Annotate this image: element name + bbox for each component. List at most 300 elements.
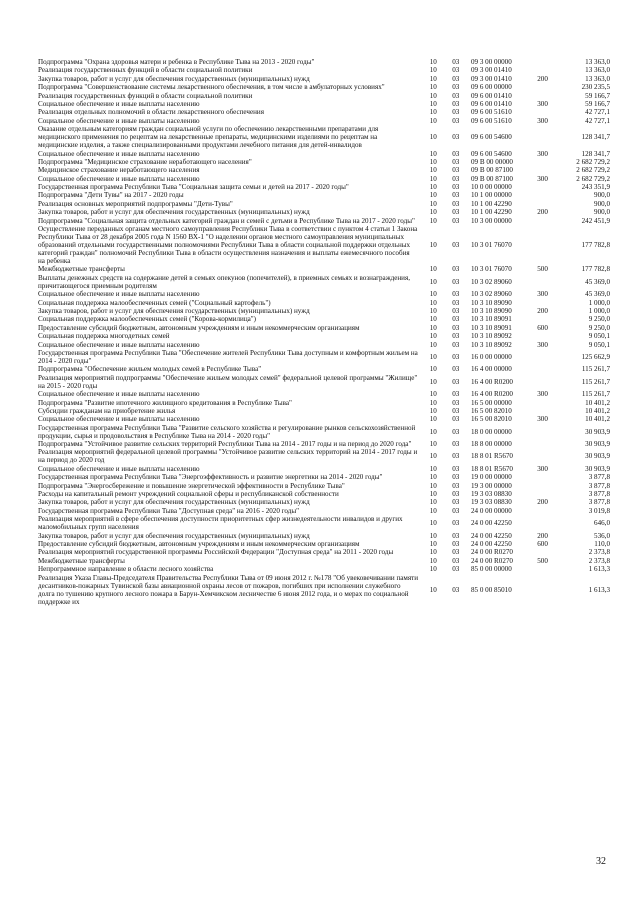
row-section: 10 — [429, 490, 437, 499]
row-section: 10 — [429, 306, 437, 315]
row-name: Межбюджетные трансферты — [38, 265, 125, 274]
table-row — [38, 117, 610, 125]
row-section: 10 — [429, 74, 437, 83]
row-subsection: 03 — [452, 377, 460, 386]
row-name: Социальное обеспечение и иные выплаты населению — [38, 99, 200, 108]
row-expense-type: 300 — [537, 415, 548, 424]
row-subsection: 03 — [452, 427, 460, 436]
row-name: Предоставление субсидий бюджетным, автономным учреждениям и иным некоммерческим организациям — [38, 323, 360, 332]
row-name: Социальная поддержка малообеспеченных семей ("Корова-кормилица") — [38, 315, 257, 324]
row-expense-type: 600 — [537, 323, 548, 332]
row-subsection: 03 — [452, 398, 460, 407]
row-amount: 900,0 — [594, 191, 610, 200]
row-target-article: 09 6 00 54600 — [470, 133, 512, 142]
row-name: Непрограммное направление в области лесного хозяйства — [38, 565, 214, 574]
table-row — [38, 290, 610, 298]
row-amount: 45 369,0 — [585, 277, 610, 286]
row-name: Закупка товаров, работ и услуг для обеспечения государственных (муниципальных) нужд — [38, 208, 310, 217]
row-section: 10 — [429, 174, 437, 183]
row-target-article: 10 3 10 89090 — [470, 298, 512, 307]
row-target-article: 85 0 00 85010 — [470, 585, 512, 594]
table-row — [38, 274, 610, 290]
row-amount: 900,0 — [594, 199, 610, 208]
table-row — [38, 574, 610, 606]
row-subsection: 03 — [452, 66, 460, 75]
row-expense-type: 500 — [537, 265, 548, 274]
row-name: Закупка товаров, работ и услуг для обеспечения государственных (муниципальных) нужд — [38, 74, 310, 83]
row-target-article: 09 6 00 51610 — [470, 116, 512, 125]
row-section: 10 — [429, 565, 437, 574]
table-row — [38, 515, 610, 531]
row-amount: 115 261,7 — [581, 377, 610, 386]
row-section: 10 — [429, 58, 437, 66]
row-target-article: 10 3 10 89092 — [470, 332, 512, 341]
row-expense-type: 200 — [537, 531, 548, 540]
table-row — [38, 66, 610, 74]
row-target-article: 10 3 02 89060 — [470, 277, 512, 286]
table-row — [38, 108, 610, 116]
row-name: Реализация мероприятий в сфере обеспечения доступности приоритетных сфер жизнедеятельности инвалидов и других маломобильных групп населения — [38, 515, 403, 532]
row-subsection: 03 — [452, 83, 460, 92]
row-name: Подпрограмма "Социальная защита отдельных категорий граждан и семей с детьми в Республике Тыва на 2017 - 2020 годы" — [38, 216, 415, 225]
row-target-article: 24 0 00 R0270 — [470, 548, 513, 557]
row-section: 10 — [429, 377, 437, 386]
table-row — [38, 465, 610, 473]
row-name: Подпрограмма "Совершенствование системы лекарственного обеспечения, в том числе в амбулаторных условиях" — [38, 83, 385, 92]
row-name: Подпрограмма "Медицинское страхование неработающего населения" — [38, 157, 252, 166]
row-subsection: 03 — [452, 340, 460, 349]
row-section: 10 — [429, 539, 437, 548]
row-amount: 3 877,8 — [588, 490, 610, 499]
row-target-article: 10 1 00 42290 — [470, 208, 512, 217]
row-name: Подпрограмма "Энергосбережение и повышение энергетической эффективности в Республике Тыва" — [38, 481, 345, 490]
row-section: 10 — [429, 415, 437, 424]
row-section: 10 — [429, 498, 437, 507]
row-subsection: 03 — [452, 556, 460, 565]
row-subsection: 03 — [452, 99, 460, 108]
row-subsection: 03 — [452, 406, 460, 415]
row-amount: 110,0 — [594, 539, 610, 548]
row-name: Закупка товаров, работ и услуг для обеспечения государственных (муниципальных) нужд — [38, 498, 310, 507]
row-target-article: 18 0 00 00000 — [470, 427, 512, 436]
table-row — [38, 125, 610, 149]
row-target-article: 16 5 00 82010 — [470, 406, 512, 415]
row-target-article: 09 В 00 87100 — [470, 166, 513, 175]
row-target-article: 10 3 10 89091 — [470, 315, 512, 324]
row-section: 10 — [429, 116, 437, 125]
row-subsection: 03 — [452, 306, 460, 315]
row-name: Межбюджетные трансферты — [38, 556, 125, 565]
row-target-article: 09 В 00 87100 — [470, 174, 513, 183]
row-expense-type: 200 — [537, 74, 548, 83]
row-target-article: 18 8 01 R5670 — [470, 464, 513, 473]
row-name: Реализация государственных функций в области социальной политики — [38, 66, 253, 75]
row-target-article: 19 0 00 00000 — [470, 473, 512, 482]
table-row — [38, 100, 610, 108]
row-amount: 10 401,2 — [585, 398, 610, 407]
row-target-article: 10 3 00 00000 — [470, 216, 512, 225]
row-name: Реализация мероприятий государственной программы Российской Федерации "Доступная среда" на 2011 - 2020 годы — [38, 548, 394, 557]
row-amount: 59 166,7 — [585, 91, 610, 100]
row-expense-type — [528, 548, 557, 556]
row-section: 10 — [429, 108, 437, 117]
row-amount: 13 363,0 — [585, 66, 610, 75]
table-row — [38, 424, 610, 440]
row-target-article: 10 3 10 89090 — [470, 306, 512, 315]
row-expense-type — [528, 349, 557, 365]
row-section: 10 — [429, 406, 437, 415]
row-expense-type: 300 — [537, 290, 548, 299]
row-subsection: 03 — [452, 440, 460, 449]
row-expense-type — [528, 407, 557, 415]
row-name: Расходы на капитальный ремонт учреждений социальной сферы и республиканской собственности — [38, 490, 339, 499]
row-section: 10 — [429, 531, 437, 540]
row-subsection: 03 — [452, 332, 460, 341]
row-expense-type — [528, 92, 557, 100]
row-subsection: 03 — [452, 216, 460, 225]
row-name: Реализация государственных функций в области социальной политики — [38, 91, 253, 100]
row-subsection: 03 — [452, 464, 460, 473]
row-target-article: 16 5 00 00000 — [470, 398, 512, 407]
row-amount: 9 050,1 — [588, 332, 610, 341]
row-target-article: 19 3 03 08830 — [470, 498, 512, 507]
row-name: Государственная программа Республики Тыва "Доступная среда" на 2016 - 2020 годы" — [38, 506, 300, 515]
row-target-article: 10 0 00 00000 — [470, 183, 512, 192]
row-section: 10 — [429, 398, 437, 407]
row-amount: 42 727,1 — [585, 116, 610, 125]
row-name: Социальное обеспечение и иные выплаты населению — [38, 340, 200, 349]
row-section: 10 — [429, 352, 437, 361]
table-row — [38, 324, 610, 332]
row-target-article: 10 1 00 42290 — [470, 199, 512, 208]
row-name: Закупка товаров, работ и услуг для обеспечения государственных (муниципальных) нужд — [38, 531, 310, 540]
row-amount: 1 000,0 — [588, 306, 610, 315]
row-name: Социальное обеспечение и иные выплаты населению — [38, 149, 200, 158]
table-row — [38, 365, 610, 373]
row-section: 10 — [429, 464, 437, 473]
row-amount: 2 682 729,2 — [576, 174, 610, 183]
row-expense-type — [528, 365, 557, 373]
table-row — [38, 332, 610, 340]
row-name: Субсидии гражданам на приобретение жилья — [38, 406, 176, 415]
table-row — [38, 315, 610, 323]
row-section: 10 — [429, 216, 437, 225]
table-row — [38, 175, 610, 183]
row-section: 10 — [429, 290, 437, 299]
row-target-article: 16 5 00 82010 — [470, 415, 512, 424]
row-subsection: 03 — [452, 415, 460, 424]
row-expense-type: 300 — [537, 99, 548, 108]
row-subsection: 03 — [452, 352, 460, 361]
row-section: 10 — [429, 332, 437, 341]
row-amount: 2 682 729,2 — [576, 166, 610, 175]
row-expense-type: 300 — [537, 116, 548, 125]
row-name: Реализация основных мероприятий подпрограммы "Дети-Тувы" — [38, 199, 233, 208]
row-section: 10 — [429, 83, 437, 92]
row-amount: 2 373,8 — [588, 548, 610, 557]
row-target-article: 09 В 00 00000 — [470, 157, 513, 166]
row-section: 10 — [429, 427, 437, 436]
row-expense-type — [528, 108, 557, 116]
table-row — [38, 208, 610, 216]
row-target-article: 09 6 00 51610 — [470, 108, 512, 117]
row-target-article: 19 3 03 08830 — [470, 490, 512, 499]
row-expense-type — [528, 315, 557, 323]
table-row — [38, 415, 610, 423]
row-target-article: 09 6 00 01410 — [470, 99, 512, 108]
row-amount: 242 451,9 — [581, 216, 610, 225]
row-subsection: 03 — [452, 241, 460, 250]
row-expense-type: 200 — [537, 498, 548, 507]
row-name: Социальная поддержка малообеспеченных семей ("Социальный картофель") — [38, 298, 271, 307]
row-name: Реализация отдельных полномочий в области лекарственного обеспечения — [38, 108, 264, 117]
row-section: 10 — [429, 506, 437, 515]
table-row — [38, 390, 610, 398]
table-row — [38, 565, 610, 573]
row-subsection: 03 — [452, 58, 460, 66]
row-expense-type: 600 — [537, 539, 548, 548]
row-amount: 177 782,8 — [581, 265, 610, 274]
row-amount: 646,0 — [594, 519, 610, 528]
row-section: 10 — [429, 440, 437, 449]
row-subsection: 03 — [452, 498, 460, 507]
row-section: 10 — [429, 390, 437, 399]
row-expense-type — [528, 166, 557, 174]
row-target-article: 10 3 10 89091 — [470, 323, 512, 332]
row-amount: 3 877,8 — [588, 481, 610, 490]
row-amount: 230 235,5 — [581, 83, 610, 92]
row-subsection: 03 — [452, 585, 460, 594]
row-name: Социальное обеспечение и иные выплаты населению — [38, 116, 200, 125]
row-section: 10 — [429, 265, 437, 274]
row-section: 10 — [429, 315, 437, 324]
row-amount: 9 250,0 — [588, 315, 610, 324]
row-expense-type — [528, 440, 557, 448]
row-subsection: 03 — [452, 74, 460, 83]
row-amount: 1 000,0 — [588, 298, 610, 307]
row-amount: 42 727,1 — [585, 108, 610, 117]
table-row — [38, 507, 610, 515]
row-subsection: 03 — [452, 277, 460, 286]
row-amount: 30 903,9 — [585, 464, 610, 473]
row-amount: 177 782,8 — [581, 241, 610, 250]
row-subsection: 03 — [452, 290, 460, 299]
table-row — [38, 341, 610, 349]
row-section: 10 — [429, 91, 437, 100]
row-expense-type — [528, 200, 557, 208]
row-amount: 3 019,8 — [588, 506, 610, 515]
row-section: 10 — [429, 481, 437, 490]
row-section: 10 — [429, 365, 437, 374]
row-subsection: 03 — [452, 519, 460, 528]
table-row — [38, 407, 610, 415]
row-subsection: 03 — [452, 116, 460, 125]
table-row — [38, 440, 610, 448]
row-subsection: 03 — [452, 506, 460, 515]
row-subsection: 03 — [452, 565, 460, 574]
row-section: 10 — [429, 241, 437, 250]
table-row — [38, 557, 610, 565]
row-name: Оказание отдельным категориям граждан социальной услуги по обеспечению лекарственными препаратами для медицинского применения по рецептам на лекарственные препараты, медицинскими изделиями по рецептам на медицинские изделия, а также специализированными продуктами лечебного питания для детей-инвалидов — [38, 125, 379, 150]
row-subsection: 03 — [452, 390, 460, 399]
row-expense-type: 300 — [537, 464, 548, 473]
row-subsection: 03 — [452, 365, 460, 374]
row-name: Подпрограмма "Устойчивое развитие сельских территорий Республики Тыва на 2014 - 2017 годы и на период до 2020 года" — [38, 440, 412, 449]
row-expense-type — [528, 332, 557, 340]
row-amount: 13 363,0 — [585, 74, 610, 83]
row-section: 10 — [429, 149, 437, 158]
row-subsection: 03 — [452, 315, 460, 324]
row-name: Социальное обеспечение и иные выплаты населению — [38, 415, 200, 424]
row-target-article: 10 3 01 76070 — [470, 241, 512, 250]
table-row — [38, 299, 610, 307]
row-expense-type — [528, 225, 557, 265]
row-section: 10 — [429, 298, 437, 307]
row-section: 10 — [429, 166, 437, 175]
row-amount: 30 903,9 — [585, 427, 610, 436]
row-section: 10 — [429, 556, 437, 565]
table-row — [38, 83, 610, 91]
row-name: Осуществление переданных органам местного самоуправления Республики Тыва в соответствии с пунктом 4 статьи 1 Закона Республики Тыва от 28 декабря 2005 года N 1560 ВХ-1 "О наделении органов местного самоуправления муниципальных образований отдельными государственными полномочиями Республики Тыва в области социальной поддержки отдельных категорий граждан" полномочий Республики Тыва в области осуществления назначения и выплаты ежемесячного пособия на ребенка — [38, 225, 418, 266]
row-section: 10 — [429, 452, 437, 461]
row-expense-type — [528, 374, 557, 390]
row-subsection: 03 — [452, 548, 460, 557]
row-name: Социальное обеспечение и иные выплаты населению — [38, 464, 200, 473]
row-name: Социальная поддержка многодетных семей — [38, 332, 170, 341]
row-amount: 243 351,9 — [581, 183, 610, 192]
row-target-article: 09 3 00 01410 — [470, 74, 512, 83]
row-subsection: 03 — [452, 323, 460, 332]
row-subsection: 03 — [452, 199, 460, 208]
row-subsection: 03 — [452, 298, 460, 307]
row-amount: 2 373,8 — [588, 556, 610, 565]
row-name: Медицинское страхование неработающего населения — [38, 166, 200, 175]
row-amount: 1 613,3 — [588, 585, 610, 594]
row-subsection: 03 — [452, 108, 460, 117]
row-amount: 3 877,8 — [588, 498, 610, 507]
row-name: Предоставление субсидий бюджетным, автономным учреждениям и иным некоммерческим организациям — [38, 539, 360, 548]
row-target-article: 18 8 00 00000 — [470, 440, 512, 449]
row-target-article: 24 0 00 42250 — [470, 539, 512, 548]
row-expense-type — [528, 574, 557, 606]
row-subsection: 03 — [452, 473, 460, 482]
row-target-article: 16 4 00 00000 — [470, 365, 512, 374]
table-row — [38, 183, 610, 191]
row-name: Реализация Указа Главы-Председателя Правительства Республики Тыва от 09 июня 2012 г. №178 "Об увековечивании памяти десантников-пожарных Тувинской базы авиационной охраны лесов от пожаров, погибших при исполнении служебного долга по тушению крупного лесного пожара в Барун-Хемчикском лесничестве 6 июня 2012 года, и о мерах по социальной поддержке их — [38, 573, 419, 606]
row-target-article: 09 3 00 00000 — [470, 58, 512, 66]
row-expense-type — [528, 274, 557, 290]
row-subsection: 03 — [452, 174, 460, 183]
row-subsection: 03 — [452, 91, 460, 100]
table-row — [38, 58, 610, 66]
row-expense-type — [528, 473, 557, 481]
row-section: 10 — [429, 66, 437, 75]
row-section: 10 — [429, 183, 437, 192]
row-section: 10 — [429, 199, 437, 208]
table-row — [38, 548, 610, 556]
row-subsection: 03 — [452, 191, 460, 200]
row-target-article: 16 4 00 R0200 — [470, 377, 513, 386]
row-target-article: 24 0 00 R0270 — [470, 556, 513, 565]
table-row — [38, 349, 610, 365]
row-amount: 10 401,2 — [585, 406, 610, 415]
row-target-article: 24 0 00 42250 — [470, 531, 512, 540]
row-amount: 9 050,1 — [588, 340, 610, 349]
page-number: 32 — [596, 856, 606, 867]
row-target-article: 16 0 00 00000 — [470, 352, 512, 361]
row-name: Реализация мероприятий федеральной целевой программы "Устойчивое развитие сельских территорий на 2014 - 2017 годы и на период до 2020 год — [38, 448, 418, 465]
row-target-article: 10 3 02 89060 — [470, 290, 512, 299]
row-subsection: 03 — [452, 265, 460, 274]
row-amount: 115 261,7 — [581, 365, 610, 374]
row-name: Государственная программа Республики Тыва "Социальная защита семьи и детей на 2017 - 2020 годы" — [38, 183, 349, 192]
row-section: 10 — [429, 191, 437, 200]
row-section: 10 — [429, 208, 437, 217]
row-section: 10 — [429, 157, 437, 166]
row-subsection: 03 — [452, 539, 460, 548]
row-target-article: 85 0 00 00000 — [470, 565, 512, 574]
row-subsection: 03 — [452, 452, 460, 461]
row-expense-type: 300 — [537, 390, 548, 399]
row-amount: 10 401,2 — [585, 415, 610, 424]
row-amount: 30 903,9 — [585, 440, 610, 449]
table-row — [38, 166, 610, 174]
row-target-article: 10 3 01 76070 — [470, 265, 512, 274]
table-row — [38, 498, 610, 506]
row-subsection: 03 — [452, 208, 460, 217]
row-expense-type — [528, 217, 557, 225]
table-row — [38, 490, 610, 498]
row-amount: 128 341,7 — [581, 149, 610, 158]
row-subsection: 03 — [452, 157, 460, 166]
table-row — [38, 217, 610, 225]
table-row — [38, 532, 610, 540]
row-name: Подпрограмма "Дети Тувы" на 2017 - 2020 годы — [38, 191, 184, 200]
row-amount: 128 341,7 — [581, 133, 610, 142]
row-amount: 13 363,0 — [585, 58, 610, 66]
row-expense-type — [528, 399, 557, 407]
table-row — [38, 225, 610, 265]
row-target-article: 09 6 00 01410 — [470, 91, 512, 100]
table-row — [38, 482, 610, 490]
table-row — [38, 448, 610, 464]
row-amount: 9 250,0 — [588, 323, 610, 332]
row-name: Социальное обеспечение и иные выплаты населению — [38, 174, 200, 183]
row-expense-type: 300 — [537, 174, 548, 183]
table-row — [38, 92, 610, 100]
row-name: Социальное обеспечение и иные выплаты населению — [38, 290, 200, 299]
table-row — [38, 540, 610, 548]
row-expense-type — [528, 424, 557, 440]
row-expense-type — [528, 507, 557, 515]
row-expense-type — [528, 158, 557, 166]
row-amount: 45 369,0 — [585, 290, 610, 299]
row-section: 10 — [429, 277, 437, 286]
row-subsection: 03 — [452, 183, 460, 192]
row-target-article: 24 0 00 00000 — [470, 506, 512, 515]
row-expense-type: 500 — [537, 556, 548, 565]
row-section: 10 — [429, 99, 437, 108]
table-row — [38, 307, 610, 315]
table-row — [38, 191, 610, 199]
row-name: Закупка товаров, работ и услуг для обеспечения государственных (муниципальных) нужд — [38, 306, 310, 315]
row-amount: 1 613,3 — [588, 565, 610, 574]
row-name: Подпрограмма "Развитие ипотечного жилищного кредитования в Республике Тыва" — [38, 398, 292, 407]
row-target-article: 24 0 00 42250 — [470, 519, 512, 528]
row-amount: 59 166,7 — [585, 99, 610, 108]
table-row — [38, 200, 610, 208]
row-name: Подпрограмма "Охрана здоровья матери и ребенка в Республике Тыва на 2013 - 2020 годы" — [38, 58, 315, 66]
